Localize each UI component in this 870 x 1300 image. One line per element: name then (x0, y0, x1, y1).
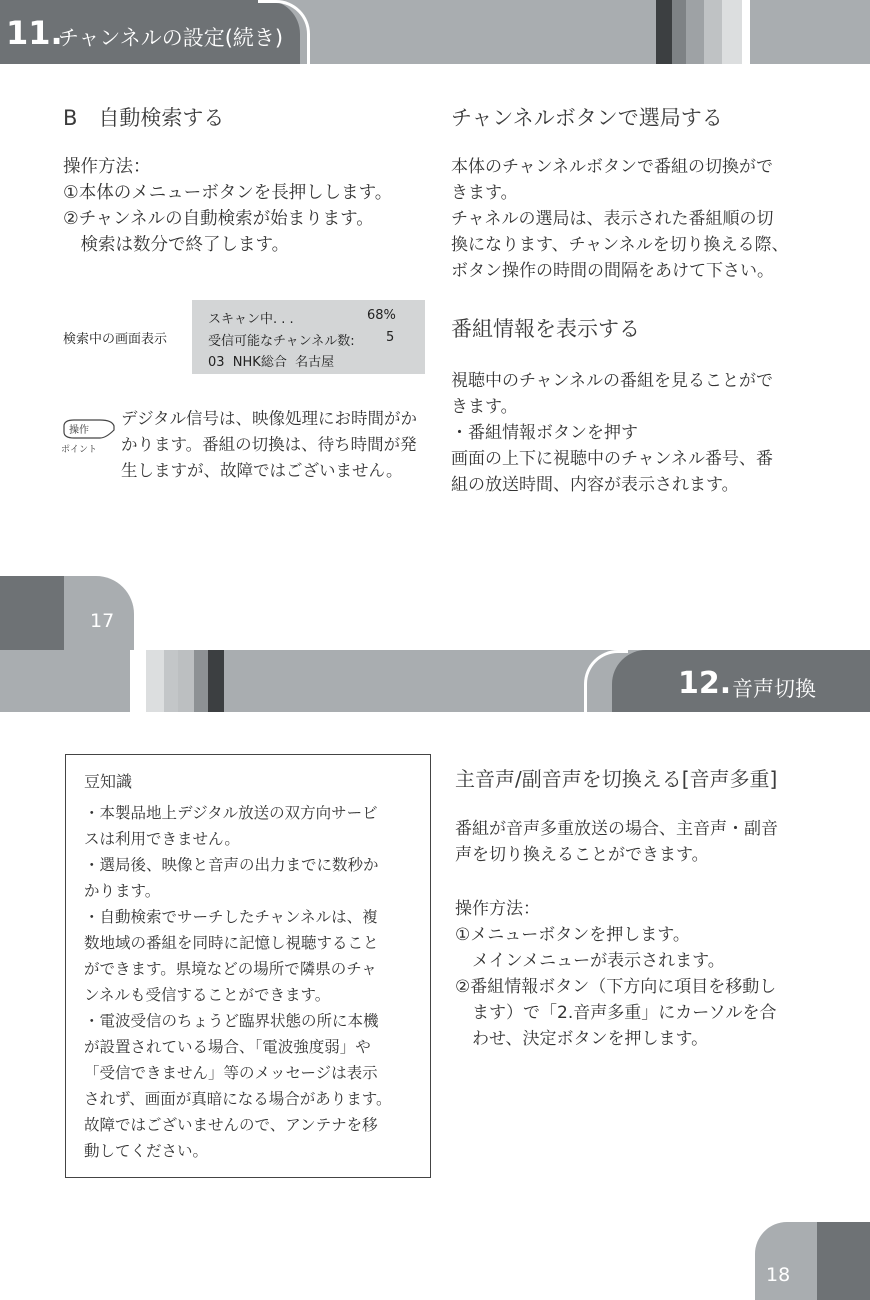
text-line: ンネルも受信することができます。 (84, 986, 331, 1004)
text-line: きます。 (451, 397, 518, 417)
channel-button-text (451, 154, 789, 284)
header-stripe (686, 0, 704, 64)
text-line: ・自動検索でサーチしたチャンネルは、複 (84, 908, 378, 926)
tips-title: 豆知識 (84, 772, 133, 791)
tips-box (65, 754, 431, 1178)
text-line: が設置されている場合、「電波強度弱」や (84, 1038, 371, 1056)
audio-intro (455, 816, 778, 868)
band-stripe (178, 650, 194, 712)
band-stripe (146, 650, 164, 712)
point-icon-caption: ポイント (61, 445, 98, 455)
text-line: 画面の上下に視聴中のチャンネル番号、番 (451, 449, 773, 469)
band-stripe (208, 650, 224, 712)
point-icon (60, 416, 118, 456)
text-line: ①本体のメニューボタンを長押しします。 (63, 183, 393, 203)
text-line: 換になります、チャンネルを切り換える際、 (451, 235, 789, 255)
text-line: ・選局後、映像と音声の出力までに数秒か (84, 856, 379, 874)
text-line: デジタル信号は、映像処理にお時間がか (121, 409, 418, 428)
header-stripe (722, 0, 742, 64)
text-line: ①メニューボタンを押します。 (455, 925, 690, 945)
header-stripe (704, 0, 722, 64)
scan-channel-count-label: 受信可能なチャンネル数: (208, 334, 355, 349)
auto-search-steps (63, 154, 392, 258)
text-line: きます。 (451, 183, 518, 203)
header-stripe (742, 0, 750, 64)
point-note (121, 406, 417, 484)
scan-channel: 03 NHK総合 名古屋 (208, 355, 335, 370)
header-stripe (656, 0, 672, 64)
chapter-number: 12. (678, 666, 732, 701)
scan-screen-box (192, 300, 425, 374)
text-line: 操作方法： (63, 157, 151, 177)
text-line: かります。 (84, 882, 161, 900)
text-line: ・本製品地上デジタル放送の双方向サービ (84, 804, 378, 822)
text-line: 視聴中のチャンネルの番組を見ることがで (451, 371, 773, 391)
header-stripe (672, 0, 686, 64)
program-info-text (451, 368, 773, 498)
text-line: 「受信できません」等のメッセージは表示 (84, 1064, 378, 1082)
channel-button-heading: チャンネルボタンで選局する (451, 106, 723, 130)
text-line: されず、画面が真暗になる場合があります。 (84, 1090, 392, 1108)
text-line: 数地域の番組を同時に記憶し視聴すること (84, 934, 379, 952)
auto-search-heading: B 自動検索する (63, 106, 225, 130)
band-stripe (130, 650, 146, 712)
text-line: ます）で「2.音声多重」にカーソルを合 (455, 1003, 777, 1023)
text-line: 操作方法： (455, 899, 540, 919)
text-line: 生しますが、故障ではございません。 (121, 461, 403, 480)
text-line: ・電波受信のちょうど臨界状態の所に本機 (84, 1012, 379, 1030)
text-line: 故障ではございませんので、アンテナを移 (84, 1116, 378, 1134)
text-line: ボタン操作の時間の間隔をあけて下さい。 (451, 261, 774, 281)
text-line: ②チャンネルの自動検索が始まります。 (63, 209, 374, 229)
page-tab-block (0, 576, 64, 650)
chapter-title: 音声切換 (732, 677, 816, 701)
page-number: 17 (90, 610, 115, 632)
text-line: ②番組情報ボタン（下方向に項目を移動し (455, 977, 777, 997)
band-stripe (164, 650, 178, 712)
scan-percent: 68% (367, 308, 396, 323)
text-line: 本体のチャンネルボタンで番組の切換がで (451, 157, 773, 177)
text-line: 検索は数分で終了します。 (63, 235, 290, 255)
scan-channel-count: 5 (386, 330, 395, 345)
page-number: 18 (766, 1264, 791, 1286)
audio-steps (455, 896, 777, 1052)
text-line: メインメニューが表示されます。 (455, 951, 725, 971)
audio-switch-heading: 主音声/副音声を切換える[音声多重] (455, 767, 778, 791)
text-line: 番組が音声多重放送の場合、主音声・副音 (455, 819, 778, 839)
scan-status: スキャン中. . . (208, 312, 294, 327)
page-tab-block (817, 1222, 870, 1300)
text-line: 声を切り換えることができます。 (455, 845, 709, 865)
text-line: スは利用できません。 (84, 830, 240, 848)
scan-screen-label: 検索中の画面表示 (63, 332, 168, 347)
program-info-heading: 番組情報を表示する (451, 317, 640, 341)
chapter-title: チャンネルの設定(続き) (58, 26, 284, 50)
text-line: わせ、決定ボタンを押します。 (455, 1029, 709, 1049)
text-line: ・番組情報ボタンを押す (451, 423, 638, 443)
text-line: 動してください。 (84, 1142, 209, 1160)
text-line: 組の放送時間、内容が表示されます。 (451, 475, 739, 495)
text-line: チャネルの選局は、表示された番組順の切 (451, 209, 774, 229)
band-stripe (194, 650, 208, 712)
point-icon-label: 操作 (69, 425, 89, 436)
text-line: ができます。県境などの場所で隣県のチャ (84, 960, 377, 978)
text-line: かります。番組の切換は、待ち時間が発 (121, 435, 417, 454)
page-tab (755, 1222, 817, 1300)
chapter-number: 11. (6, 14, 63, 52)
